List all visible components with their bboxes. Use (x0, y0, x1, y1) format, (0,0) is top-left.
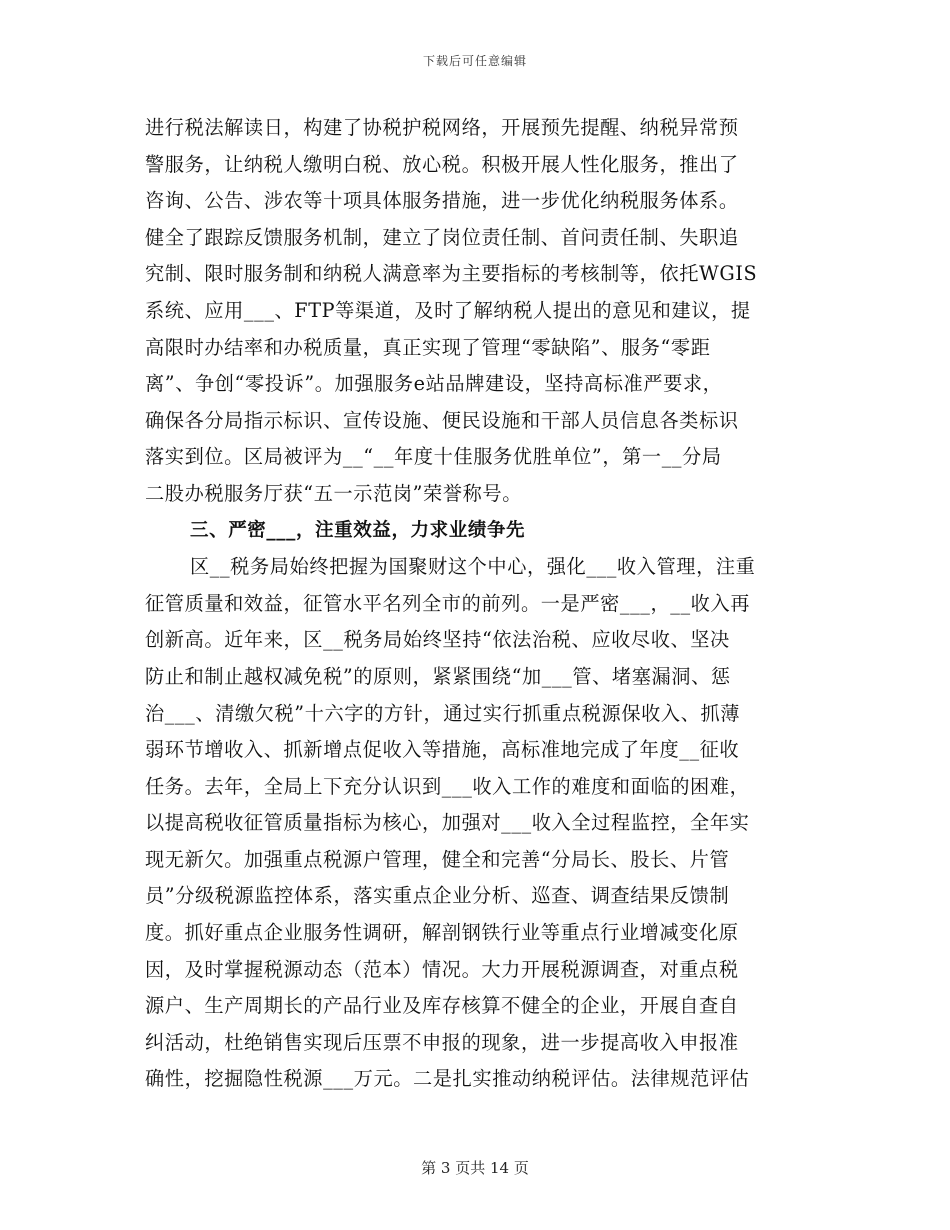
text-line: 进行税法解读日，构建了协税护税网络，开展预先提醒、纳税异常预 (145, 116, 739, 139)
text-line: 确性，挖掘隐性税源___万元。二是扎实推动纳税评估。法律规范评估 (145, 1067, 750, 1091)
page-number: 第 3 页共 14 页 (421, 1159, 529, 1177)
text-line: 健全了跟踪反馈服务机制，建立了岗位责任制、首问责任制、失职追 (145, 225, 739, 249)
text-line: 以提高税收征管质量指标为核心，加强对___收入全过程监控，全年实 (145, 811, 750, 835)
page-header-note: 下载后可任意编辑 (422, 54, 527, 68)
text-line: 系统、应用___、FTP等渠道，及时了解纳税人提出的意见和建议，提 (145, 298, 751, 322)
section-heading: 三、严密___，注重效益，力求业绩争先 (190, 519, 526, 541)
text-line: 征管质量和效益，征管水平名列全市的前列。一是严密___，__收入再 (145, 591, 751, 615)
text-line: 弱环节增收入、抓新增点促收入等措施，高标准地完成了年度__征收 (145, 738, 740, 762)
text-line: 现无新欠。加强重点税源户管理，健全和完善“分局长、股长、片管 (145, 847, 730, 871)
text-line: 任务。去年，全局上下充分认识到___收入工作的难度和面临的困难， (145, 774, 750, 798)
text-line: 区__税务局始终把握为国聚财这个中心，强化___收入管理，注重 (190, 555, 756, 579)
text-line: 离”、争创“零投诉”。加强服务e站品牌建设，坚持高标准严要求， (145, 372, 723, 396)
text-line: 究制、限时服务制和纳税人满意率为主要指标的考核制等，依托WGIS (145, 262, 758, 286)
document-body (145, 110, 800, 1098)
paragraph-service (145, 110, 800, 513)
text-line: 纠活动，杜绝销售实现后压票不申报的现象，进一步提高收入申报准 (145, 1030, 739, 1054)
text-line: 创新高。近年来，区__税务局始终坚持“依法治税、应收尽收、坚决 (145, 628, 730, 652)
text-line: 治___、清缴欠税”十六字的方针，通过实行抓重点税源保收入、抓薄 (145, 701, 741, 725)
text-line: 度。抓好重点企业服务性调研，解剖钢铁行业等重点行业增减变化原 (145, 921, 739, 945)
text-line: 因，及时掌握税源动态（范本）情况。大力开展税源调查，对重点税 (145, 957, 739, 981)
text-line: 高限时办结率和办税质量，真正实现了管理“零缺陷”、服务“零距 (145, 335, 711, 359)
text-line: 落实到位。区局被评为__“__年度十佳服务优胜单位”，第一__分局 (145, 445, 722, 469)
text-line: 咨询、公告、涉农等十项具体服务措施，进一步优化纳税服务体系。 (145, 189, 739, 213)
text-line: 确保各分局指示标识、宣传设施、便民设施和干部人员信息各类标识 (145, 408, 739, 432)
text-line: 员”分级税源监控体系，落实重点企业分析、巡查、调查结果反馈制 (145, 884, 730, 908)
text-line: 源户、生产周期长的产品行业及库存核算不健全的企业，开展自查自 (145, 994, 739, 1018)
paragraph-revenue (145, 549, 800, 1098)
text-line: 二股办税服务厅获“五一示范岗”荣誉称号。 (145, 481, 522, 505)
text-line: 防止和制止越权减免税”的原则，紧紧围绕“加___管、堵塞漏洞、惩 (145, 664, 731, 688)
text-line: 警服务，让纳税人缴明白税、放心税。积极开展人性化服务，推出了 (145, 152, 739, 176)
